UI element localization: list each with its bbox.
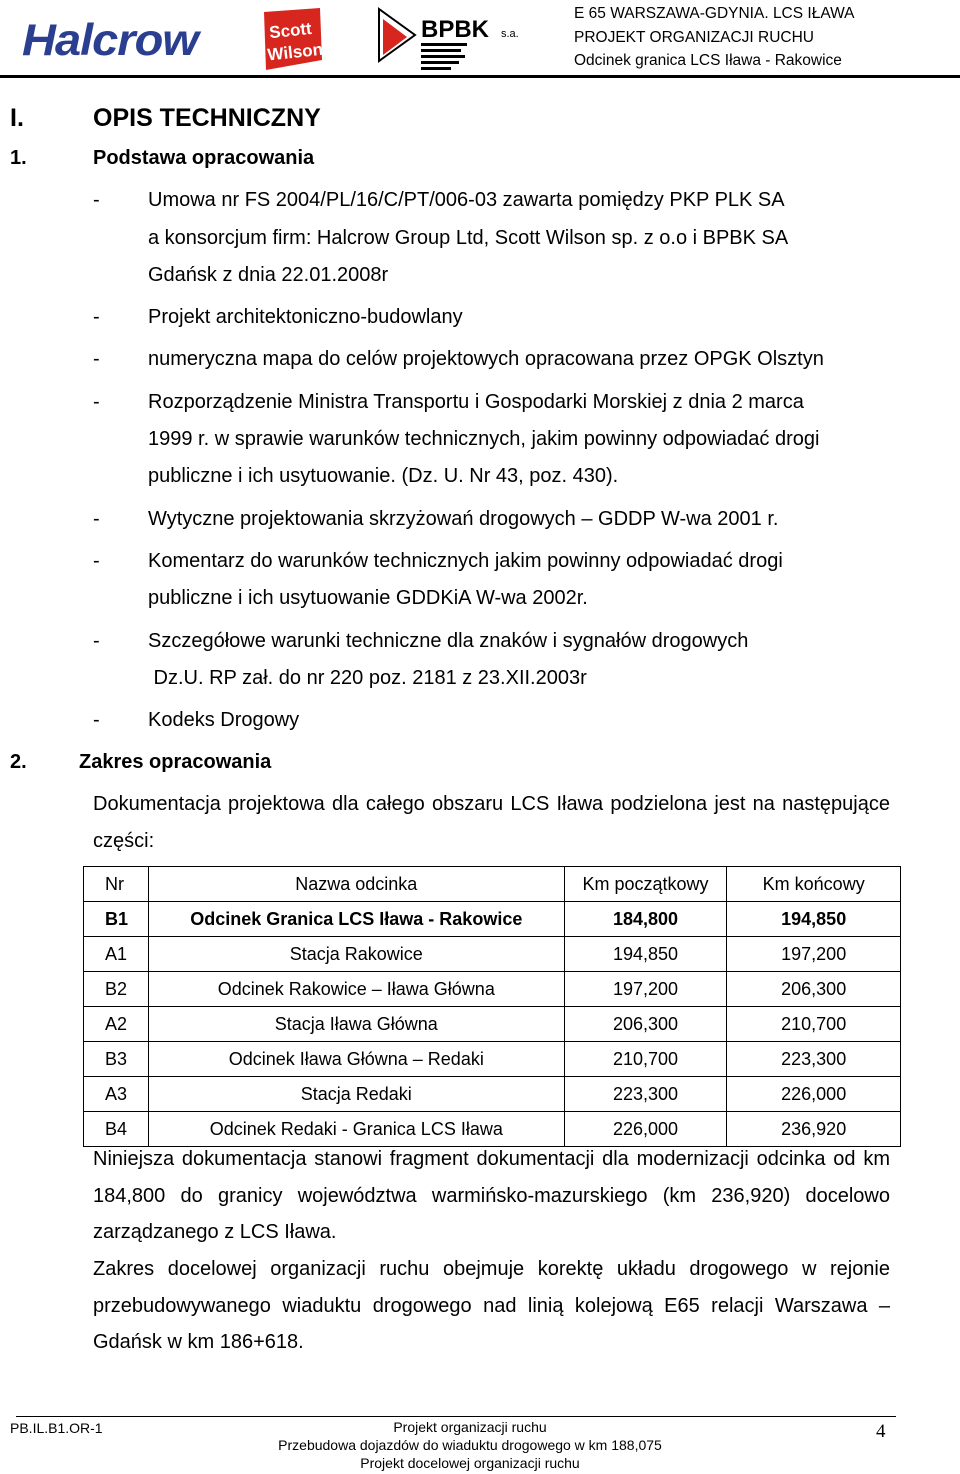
svg-text:Wilson: Wilson (266, 39, 324, 65)
header-line-2: PROJEKT ORGANIZACJI RUCHU (574, 28, 814, 46)
footer-divider (16, 1416, 896, 1417)
scott-wilson-logo (262, 8, 324, 74)
table-cell: 194,850 (727, 902, 901, 937)
svg-text:Scott: Scott (268, 18, 313, 43)
table-cell: B1 (84, 902, 149, 937)
table-header-row (84, 867, 901, 902)
table-header-cell: Km końcowy (727, 867, 901, 902)
table-cell: Odcinek Redaki - Granica LCS Iława (148, 1112, 564, 1147)
svg-text:BPBK: BPBK (421, 16, 490, 43)
list-item-continued: publiczne i ich usytuowanie GDDKiA W-wa 2002r. (148, 587, 588, 609)
footer-line-2: Przebudowa dojazdów do wiaduktu drogowego w km 188,075 (278, 1437, 662, 1453)
table-cell: Stacja Iława Główna (148, 1007, 564, 1042)
subsection-1-number: 1. (10, 147, 27, 169)
list-item: Kodeks Drogowy (148, 709, 300, 731)
sections-table (83, 866, 901, 1147)
footer-document-code: PB.IL.B1.OR-1 (10, 1420, 103, 1436)
list-item-continued: 1999 r. w sprawie warunków technicznych, jakim powinny odpowiadać drogi (148, 428, 820, 450)
list-item-continued: Dz.U. RP zał. do nr 220 poz. 2181 z 23.XII.2003r (148, 667, 587, 689)
list-dash: - (93, 508, 100, 530)
list-item-continued: publiczne i ich usytuowanie. (Dz. U. Nr 43, poz. 430). (148, 465, 619, 487)
list-item: numeryczna mapa do celów projektowych opracowana przez OPGK Olsztyn (148, 348, 824, 370)
list-dash: - (93, 630, 100, 652)
subsection-2-number: 2. (10, 751, 27, 773)
table-cell: 226,000 (727, 1077, 901, 1112)
list-dash: - (93, 391, 100, 413)
table-cell: 210,700 (564, 1042, 727, 1077)
table-cell: 206,300 (727, 972, 901, 1007)
table-cell: 194,850 (564, 937, 727, 972)
subsection-1-title: Podstawa opracowania (93, 147, 315, 169)
footer-line-1: Projekt organizacji ruchu (393, 1419, 547, 1435)
section-title: OPIS TECHNICZNY (93, 104, 321, 132)
list-item-continued: a konsorcjum firm: Halcrow Group Ltd, Scott Wilson sp. z o.o i BPBK SA (148, 227, 789, 249)
table-cell: 197,200 (564, 972, 727, 1007)
page-number: 4 (876, 1421, 886, 1442)
list-item: Umowa nr FS 2004/PL/16/C/PT/006-03 zawarta pomiędzy PKP PLK SA (148, 189, 785, 211)
table-cell: 236,920 (727, 1112, 901, 1147)
list-item: Wytyczne projektowania skrzyżowań drogowych – GDDP W-wa 2001 r. (148, 508, 779, 530)
subsection-2-title: Zakres opracowania (79, 751, 272, 773)
list-dash: - (93, 189, 100, 211)
list-dash: - (93, 709, 100, 731)
header-project-info (574, 2, 960, 73)
paragraph-scope-fragment: Niniejsza dokumentacja stanowi fragment dokumentacji dla modernizacji odcinka od km 184,800 do granicy województwa warmińsko-mazurskiego (km 236,920) docelowo zarządzanego z LCS Iława. (93, 1148, 890, 1243)
table-cell: A3 (84, 1077, 149, 1112)
table-cell: Odcinek Rakowice – Iława Główna (148, 972, 564, 1007)
table-cell: Odcinek Iława Główna – Redaki (148, 1042, 564, 1077)
scope-intro-paragraph (93, 786, 890, 859)
list-item: Komentarz do warunków technicznych jakim powinny odpowiadać drogi (148, 550, 783, 572)
table-cell: 226,000 (564, 1112, 727, 1147)
list-item: Rozporządzenie Ministra Transportu i Gospodarki Morskiej z dnia 2 marca (148, 391, 804, 413)
list-dash: - (93, 306, 100, 328)
table-cell: B4 (84, 1112, 149, 1147)
table-header-cell: Nazwa odcinka (148, 867, 564, 902)
table-row (84, 1077, 901, 1112)
header-line-3: Odcinek granica LCS Iława - Rakowice (574, 52, 842, 69)
table-header-cell: Km początkowy (564, 867, 727, 902)
bpbk-logo (377, 5, 547, 75)
svg-text:s.a.: s.a. (501, 28, 519, 40)
table-row (84, 972, 901, 1007)
table-row (84, 902, 901, 937)
list-dash: - (93, 550, 100, 572)
table-header-cell: Nr (84, 867, 149, 902)
table-cell: B2 (84, 972, 149, 1007)
table-row (84, 937, 901, 972)
table-row (84, 1042, 901, 1077)
table-cell: 223,300 (727, 1042, 901, 1077)
table-row (84, 1007, 901, 1042)
table-cell: B3 (84, 1042, 149, 1077)
table-cell: 206,300 (564, 1007, 727, 1042)
list-item: Projekt architektoniczno-budowlany (148, 306, 463, 328)
table-cell: Stacja Redaki (148, 1077, 564, 1112)
scope-intro-text: Dokumentacja projektowa dla całego obszaru LCS Iława podzielona jest na następujące części: (93, 793, 890, 852)
table-cell: Stacja Rakowice (148, 937, 564, 972)
table-cell: Odcinek Granica LCS Iława - Rakowice (148, 902, 564, 937)
section-number: I. (10, 104, 24, 132)
table-cell: A1 (84, 937, 149, 972)
table-cell: 210,700 (727, 1007, 901, 1042)
list-item-continued: Gdańsk z dnia 22.01.2008r (148, 264, 389, 286)
header-line-1: E 65 WARSZAWA-GDYNIA. LCS IŁAWA (574, 5, 855, 22)
footer-line-3: Projekt docelowej organizacji ruchu (360, 1455, 580, 1471)
table-cell: 197,200 (727, 937, 901, 972)
list-dash: - (93, 348, 100, 370)
header-divider (0, 75, 960, 78)
table-cell: 223,300 (564, 1077, 727, 1112)
list-item: Szczegółowe warunki techniczne dla znaków i sygnałów drogowych (148, 630, 749, 652)
table-cell: 184,800 (564, 902, 727, 937)
table-cell: A2 (84, 1007, 149, 1042)
paragraph-scope-target: Zakres docelowej organizacji ruchu obejmuje korektę układu drogowego w rejonie przebudowywanego wiaduktu drogowego nad linią kolejową E65 relacji Warszawa – Gdańsk w km 186+618. (93, 1258, 890, 1353)
halcrow-logo: Halcrow (22, 14, 198, 65)
